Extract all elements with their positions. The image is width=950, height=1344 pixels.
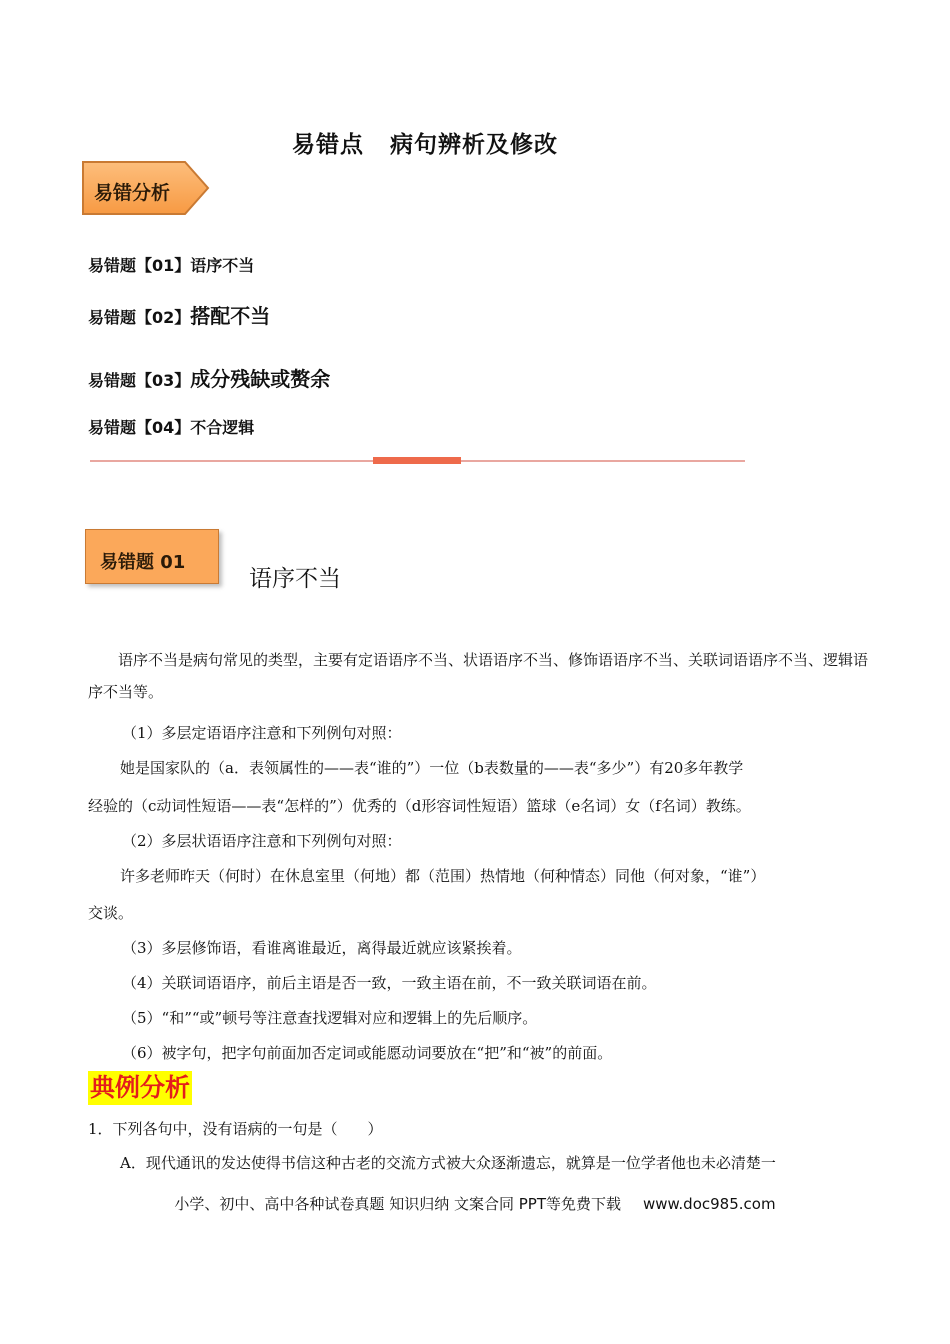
footer-text: 小学、初中、高中各种试卷真题 知识归纳 文案合同 PPT等免费下载 [174, 1195, 621, 1213]
rule-item-2: （2）多层状语语序注意和下列例句对照： [122, 832, 402, 850]
example-1-line-1: 她是国家队的（a．表领属性的——表“谁的”）一位（b表数量的——表“多少”）有20多年教学 [120, 759, 744, 777]
toc-prefix: 易错题【04】 [88, 418, 191, 437]
example-2-line-2: 交谈。 [88, 904, 134, 922]
example-heading: 典例分析 [88, 1071, 192, 1105]
toc-topic: 语序不当 [190, 256, 255, 275]
toc-item-01[interactable] [88, 253, 254, 276]
example-question: 1．下列各句中，没有语病的一句是（ ） [88, 1120, 383, 1138]
section-01-box-label: 易错题 01 [100, 552, 186, 573]
example-2-line-1: 许多老师昨天（何时）在休息室里（何地）都（范围）热情地（何种情态）同他（何对象，“谁”） [120, 867, 766, 885]
section-divider-accent [373, 457, 461, 464]
toc-prefix: 易错题【02】 [88, 308, 191, 327]
rule-item-1: （1）多层定语语序注意和下列例句对照： [122, 724, 402, 742]
footer-url-link[interactable]: www.doc985.com [642, 1195, 776, 1213]
rule-item-3: （3）多层修饰语，看谁离谁最近，离得最近就应该紧挨着。 [122, 939, 522, 957]
toc-topic: 搭配不当 [190, 304, 271, 328]
example-1-line-2: 经验的（c动词性短语——表“怎样的”）优秀的（d形容词性短语）篮球（e名词）女（f名词）教练。 [88, 797, 751, 815]
example-option-a: A．现代通讯的发达使得书信这种古老的交流方式被大众逐渐遗忘，就算是一位学者他也未必清楚一 [120, 1154, 776, 1172]
toc-item-04[interactable] [88, 415, 254, 438]
toc-item-03[interactable] [88, 363, 330, 392]
rule-item-6: （6）被字句，把字句前面加否定词或能愿动词要放在“把”和“被”的前面。 [122, 1044, 613, 1062]
toc-prefix: 易错题【03】 [88, 371, 191, 390]
toc-topic: 成分残缺或赘余 [190, 367, 331, 391]
toc-prefix: 易错题【01】 [88, 256, 191, 275]
analysis-banner-label: 易错分析 [94, 182, 171, 204]
rule-item-4: （4）关联词语语序，前后主语是否一致，一致主语在前，不一致关联词语在前。 [122, 974, 657, 992]
rule-item-5: （5）“和”“或”顿号等注意查找逻辑对应和逻辑上的先后顺序。 [122, 1009, 538, 1027]
section-01-intro: 语序不当是病句常见的类型，主要有定语语序不当、状语语序不当、修饰语语序不当、关联词语语序不当、逻辑语序不当等。 [88, 651, 869, 701]
page-title [0, 126, 850, 159]
toc-item-02[interactable] [88, 300, 270, 329]
section-01-title: 语序不当 [249, 566, 341, 592]
page-title-right: 病句辨析及修改 [390, 132, 558, 158]
page-title-left: 易错点 [292, 132, 364, 158]
page-footer [0, 1193, 950, 1214]
toc-topic: 不合逻辑 [190, 418, 255, 437]
